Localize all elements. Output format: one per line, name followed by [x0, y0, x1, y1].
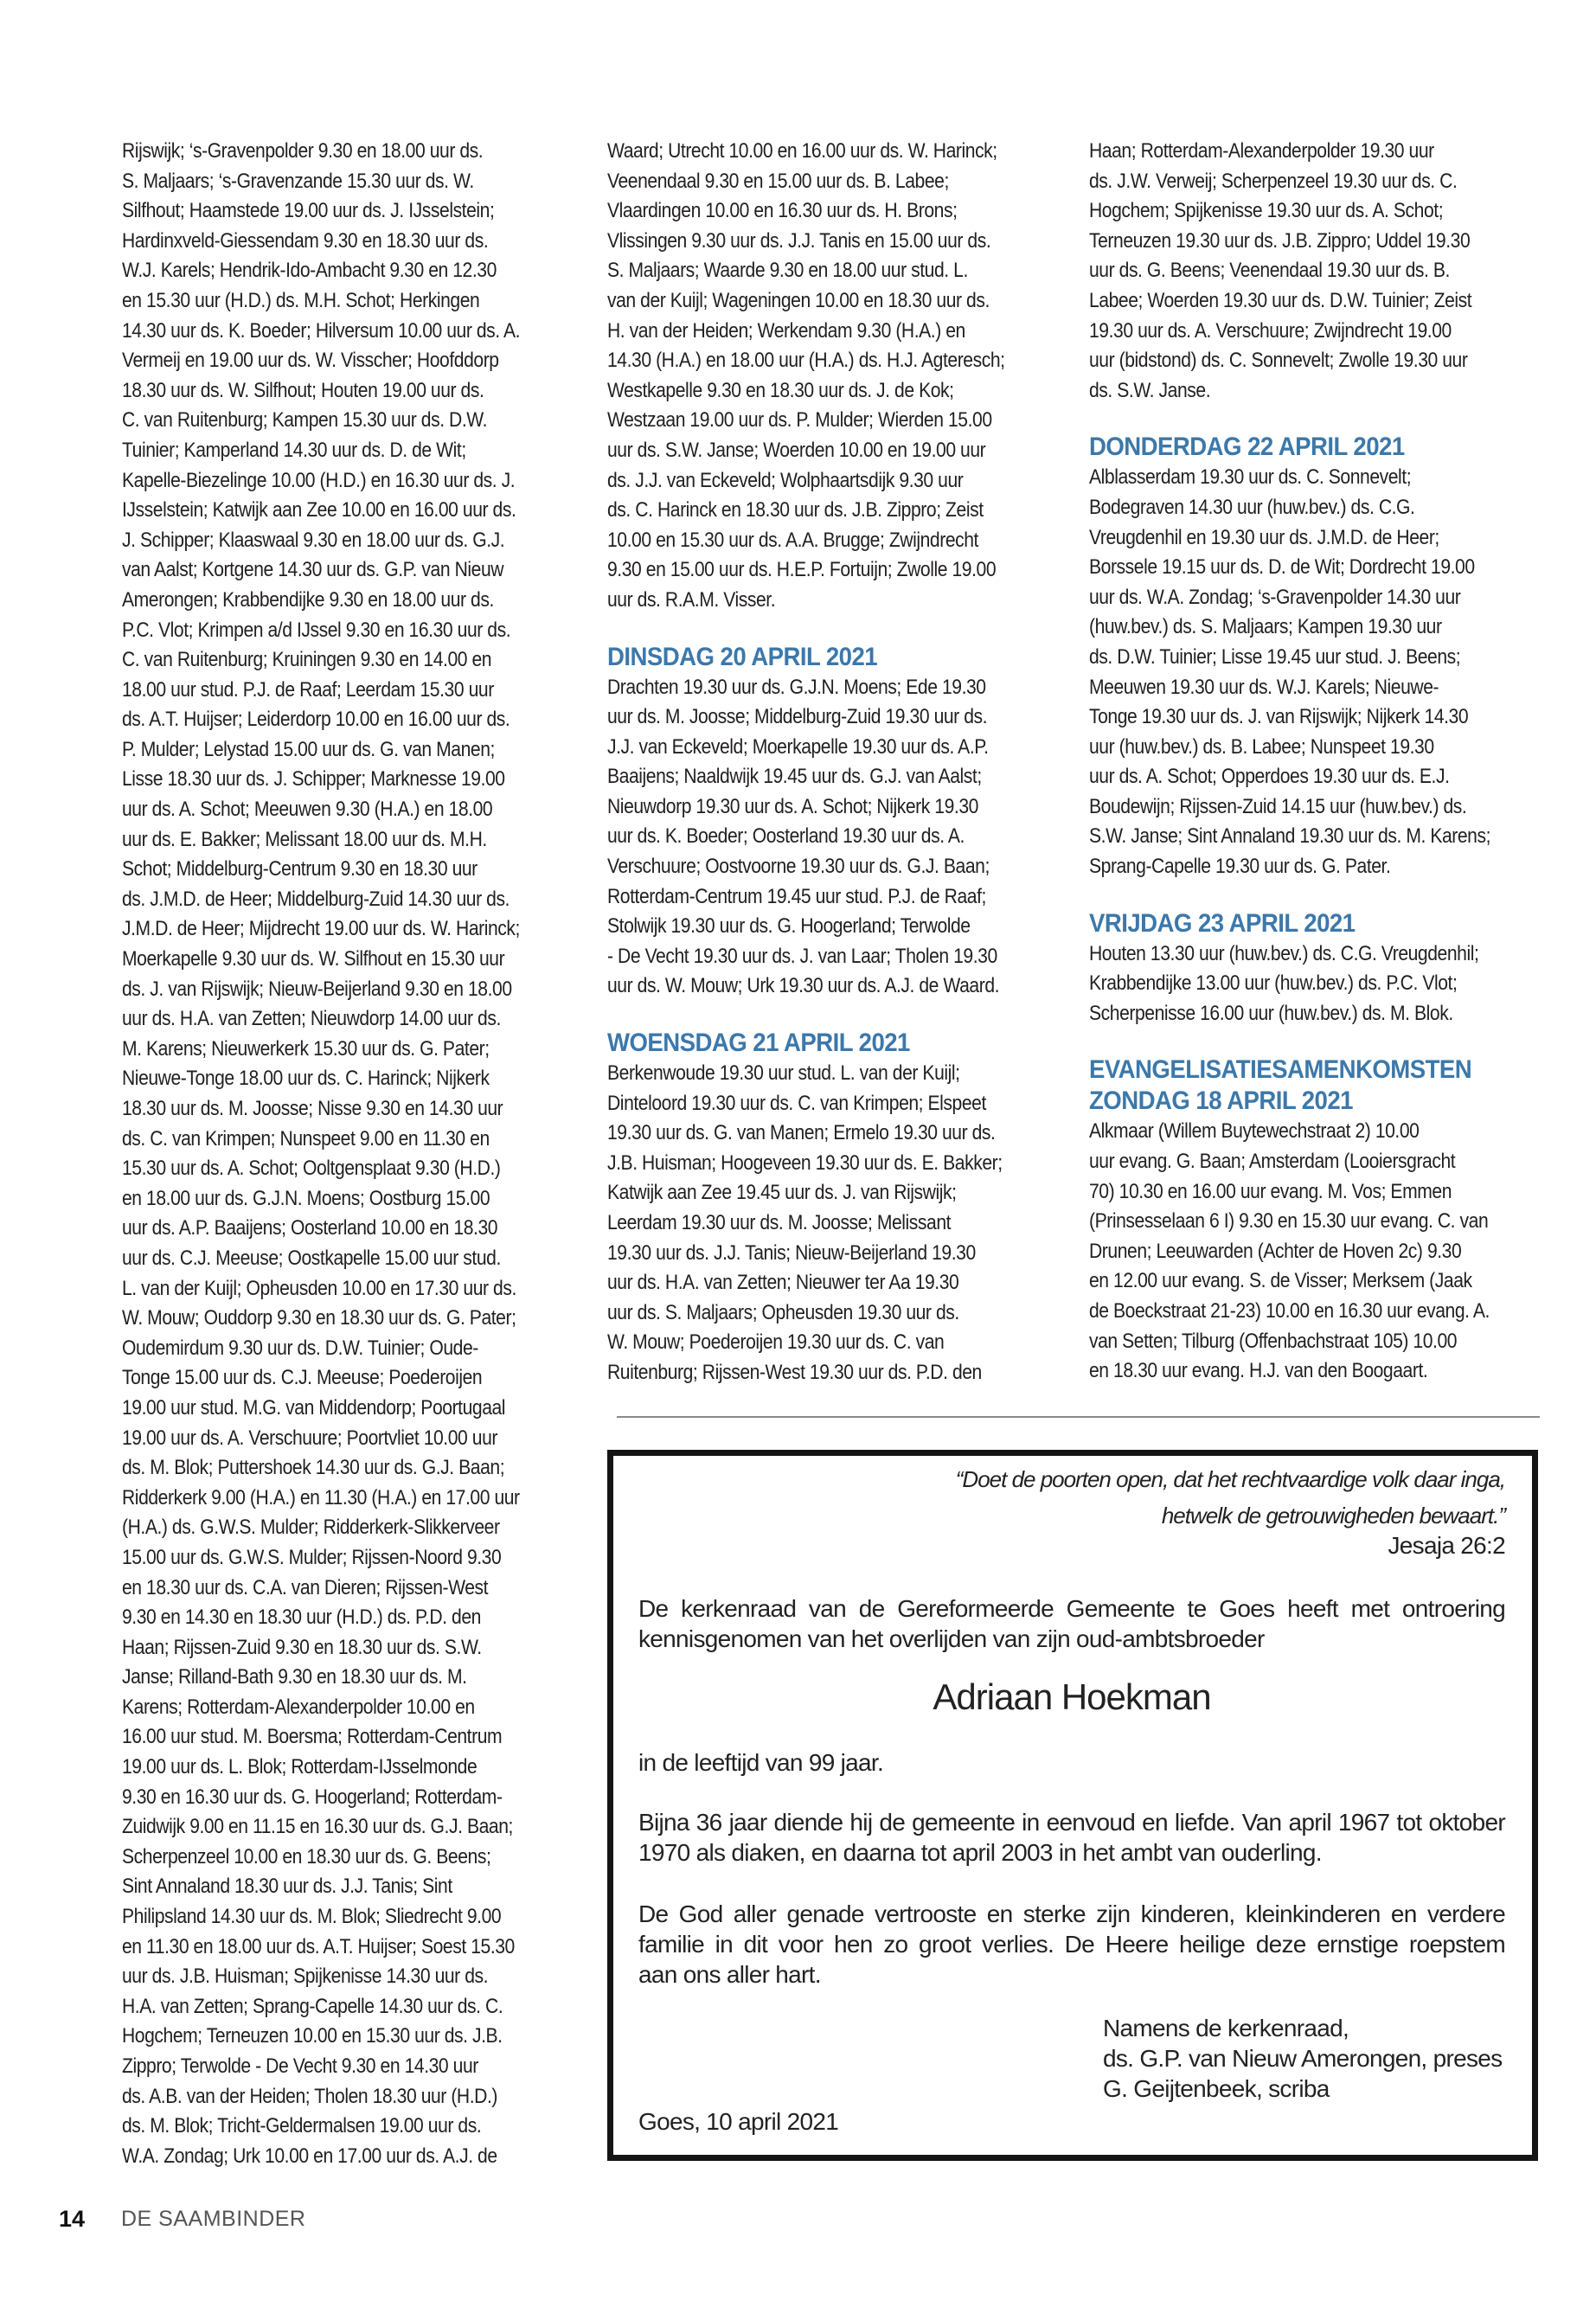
service-listing [122, 137, 572, 2171]
text-line: uur ds. W.A. Zondag; ‘s-Gravenpolder 14.30 uur [1089, 585, 1461, 609]
text-line: de Boeckstraat 21-23) 10.00 en 16.30 uur evang. A. [1089, 1299, 1490, 1323]
text-line: 9.30 en 14.30 en 18.30 uur (H.D.) ds. P.D. den [122, 1606, 481, 1630]
text-line: Alblasserdam 19.30 uur ds. C. Sonnevelt; [1089, 465, 1412, 490]
text-line: Hogchem; Spijkenisse 19.30 uur ds. A. Schot; [1089, 199, 1444, 223]
text-line: uur ds. R.A.M. Visser. [607, 587, 776, 612]
text-line: ds. S.W. Janse. [1089, 378, 1211, 402]
text-line: uur ds. S. Maljaars; Opheusden 19.30 uur ds. [607, 1300, 959, 1324]
text-line: Vreugdenhil en 19.30 uur ds. J.M.D. de Heer; [1089, 525, 1439, 549]
text-line: 15.30 uur ds. A. Schot; Ooltgensplaat 9.30 (H.D.) [122, 1157, 501, 1181]
text-line: Verschuure; Oostvoorne 19.30 uur ds. G.J. Baan; [607, 855, 990, 879]
service-listing [1089, 1117, 1539, 1386]
service-listing [607, 1059, 1057, 1388]
text-line: van Aalst; Kortgene 14.30 uur ds. G.P. van Nieuw [122, 558, 504, 582]
text-line: Schot; Middelburg-Centrum 9.30 en 18.30 uur [122, 857, 478, 881]
service-listing [1089, 939, 1539, 1029]
text-line: van Setten; Tilburg (Offenbachstraat 105) 10.00 [1089, 1329, 1458, 1353]
text-line: uur ds. S.W. Janse; Woerden 10.00 en 19.00 uur [607, 438, 986, 462]
text-line: 9.30 en 15.00 uur ds. H.E.P. Fortuijn; Zwolle 19.00 [607, 558, 997, 582]
service-listing [1089, 463, 1539, 881]
text-line: Westkapelle 9.30 en 18.30 uur ds. J. de Kok; [607, 378, 954, 402]
text-line: 70) 10.30 en 16.00 uur evang. M. Vos; Emmen [1089, 1179, 1452, 1203]
text-line: Nieuwe-Tonge 18.00 uur ds. C. Harinck; Nijkerk [122, 1067, 490, 1091]
text-line: Janse; Rilland-Bath 9.30 en 18.30 uur ds. M. [122, 1665, 467, 1689]
text-line: Tonge 15.00 uur ds. C.J. Meeuse; Poederoijen [122, 1366, 483, 1390]
text-line: ds. M. Blok; Puttershoek 14.30 uur ds. G.J. Baan; [122, 1456, 505, 1480]
text-line: ds. C. van Krimpen; Nunspeet 9.00 en 11.30 en [122, 1126, 490, 1150]
text-line: uur ds. J.B. Huisman; Spijkenisse 14.30 uur ds. [122, 1965, 489, 1989]
text-line: W.A. Zondag; Urk 10.00 en 17.00 uur ds. A.J. de [122, 2144, 497, 2168]
death-notice [607, 1450, 1538, 2161]
text-line: 19.00 uur stud. M.G. van Middendorp; Poortugaal [122, 1395, 506, 1420]
text-line: Silfhout; Haamstede 19.00 uur ds. J. IJsselstein; [122, 199, 495, 223]
text-line: uur (bidstond) ds. C. Sonnevelt; Zwolle 19.30 uur [1089, 349, 1468, 373]
section-heading-line: VRIJDAG 23 APRIL 2021 [1089, 908, 1356, 938]
text-line: uur ds. H.A. van Zetten; Nieuwer ter Aa 19.30 [607, 1271, 959, 1295]
text-line: Veenendaal 9.30 en 15.00 uur ds. B. Labee; [607, 169, 949, 193]
text-line: Westzaan 19.00 uur ds. P. Mulder; Wierden 15.00 [607, 408, 992, 433]
text-line: Bodegraven 14.30 uur (huw.bev.) ds. C.G. [1089, 495, 1415, 519]
section-heading [1089, 908, 1503, 939]
text-line: Stolwijk 19.30 uur ds. G. Hoogerland; Terwolde [607, 914, 971, 939]
text-line: Vlissingen 9.30 uur ds. J.J. Tanis en 15.00 uur ds. [607, 228, 991, 253]
text-line: IJsselstein; Katwijk aan Zee 10.00 en 16.00 uur ds. [122, 498, 516, 522]
text-line: uur ds. K. Boeder; Oosterland 19.30 uur ds. A. [607, 824, 965, 849]
text-line: uur ds. A. Schot; Meeuwen 9.30 (H.A.) en 18.00 [122, 798, 493, 822]
text-line: Karens; Rotterdam-Alexanderpolder 10.00 en [122, 1695, 475, 1719]
text-line: 14.30 (H.A.) en 18.00 uur (H.A.) ds. H.J. Agteresch; [607, 349, 1005, 373]
text-line: Moerkapelle 9.30 uur ds. W. Silfhout en 15.30 uur [122, 947, 505, 971]
text-line: Boudewijn; Rijssen-Zuid 14.15 uur (huw.bev.) ds. [1089, 794, 1467, 818]
notice-age: in de leeftijd van 99 jaar. [638, 1749, 884, 1776]
publication-name: DE SAAMBINDER [121, 2207, 306, 2231]
section-heading [607, 642, 1021, 673]
text-line: ds. A.T. Huijser; Leiderdorp 10.00 en 16.00 uur ds. [122, 708, 510, 732]
text-line: (H.A.) ds. G.W.S. Mulder; Ridderkerk-Slikkerveer [122, 1516, 500, 1540]
text-line: C. van Ruitenburg; Kampen 15.30 uur ds. D.W. [122, 408, 488, 433]
text-line: Haan; Rotterdam-Alexanderpolder 19.30 uur [1089, 139, 1434, 163]
text-line: ds. J.W. Verweij; Scherpenzeel 19.30 uur ds. C. [1089, 169, 1458, 193]
text-line: uur ds. W. Mouw; Urk 19.30 uur ds. A.J. de Waard. [607, 974, 1000, 998]
text-line: Tonge 19.30 uur ds. J. van Rijswijk; Nijkerk 14.30 [1089, 705, 1469, 729]
text-line: ds. M. Blok; Tricht-Geldermalsen 19.00 uur ds. [122, 2114, 482, 2138]
text-line: 19.30 uur ds. A. Verschuure; Zwijndrecht 19.00 [1089, 318, 1452, 343]
text-line: Vlaardingen 10.00 en 16.30 uur ds. H. Brons; [607, 199, 958, 223]
text-line: Ruitenburg; Rijssen-West 19.30 uur ds. P.D. den [607, 1360, 982, 1384]
text-line: W.J. Karels; Hendrik-Ido-Ambacht 9.30 en 12.30 [122, 259, 497, 283]
text-line: P.C. Vlot; Krimpen a/d IJssel 9.30 en 16.30 uur ds. [122, 618, 511, 642]
section-heading [1089, 1054, 1503, 1117]
text-line: J.M.D. de Heer; Mijdrecht 19.00 uur ds. W. Harinck; [122, 917, 520, 941]
notice-intro-line: De kerkenraad van de Gereformeerde Gemeente te Goes heeft met ontroering [638, 1595, 1505, 1622]
text-line: 16.00 uur stud. M. Boersma; Rotterdam-Centrum [122, 1725, 503, 1749]
text-line: Hogchem; Terneuzen 10.00 en 15.30 uur ds. J.B. [122, 2024, 503, 2048]
notice-place-date: Goes, 10 april 2021 [638, 2108, 839, 2135]
page-number: 14 [59, 2206, 86, 2232]
text-line: Houten 13.30 uur (huw.bev.) ds. C.G. Vreugdenhil; [1089, 941, 1479, 965]
text-line: Nieuwdorp 19.30 uur ds. A. Schot; Nijkerk 19.30 [607, 794, 978, 818]
text-line: Ridderkerk 9.00 (H.A.) en 11.30 (H.A.) en 17.00 uur [122, 1485, 520, 1509]
text-line: Zippro; Terwolde - De Vecht 9.30 en 14.30 uur [122, 2054, 478, 2078]
text-line: Alkmaar (Willem Buytewechstraat 2) 10.00 [1089, 1119, 1420, 1144]
text-line: uur ds. C.J. Meeuse; Oostkapelle 15.00 uur stud. [122, 1246, 501, 1270]
section-heading-line: WOENSDAG 21 APRIL 2021 [607, 1029, 910, 1058]
text-line: H.A. van Zetten; Sprang-Capelle 14.30 uur ds. C. [122, 1994, 503, 2018]
text-line: uur ds. H.A. van Zetten; Nieuwdorp 14.00 uur ds. [122, 1007, 501, 1031]
notice-signature-line: ds. G.P. van Nieuw Amerongen, preses [1103, 2045, 1503, 2072]
text-line: ds. C. Harinck en 18.30 uur ds. J.B. Zippro; Zeist [607, 498, 984, 522]
text-line: en 18.00 uur ds. G.J.N. Moens; Oostburg 15.00 [122, 1186, 490, 1210]
text-line: (huw.bev.) ds. S. Maljaars; Kampen 19.30 uur [1089, 615, 1442, 639]
text-line: Scherpenzeel 10.00 en 18.30 uur ds. G. Beens; [122, 1844, 491, 1868]
text-line: 18.00 uur stud. P.J. de Raaf; Leerdam 15.30 uur [122, 677, 494, 702]
service-listing [607, 137, 1057, 616]
text-line: uur (huw.bev.) ds. B. Labee; Nunspeet 19.30 [1089, 734, 1434, 759]
text-line: H. van der Heiden; Werkendam 9.30 (H.A.) en [607, 318, 965, 343]
text-line: Baaijens; Naaldwijk 19.45 uur ds. G.J. van Aalst; [607, 765, 982, 789]
text-line: uur ds. E. Bakker; Melissant 18.00 uur ds. M.H. [122, 827, 487, 851]
text-line: Amerongen; Krabbendijke 9.30 en 18.00 uur ds. [122, 587, 494, 612]
section-heading [607, 1028, 1021, 1059]
text-line: Sprang-Capelle 19.30 uur ds. G. Pater. [1089, 855, 1391, 879]
text-line: Hardinxveld-Giessendam 9.30 en 18.30 uur ds. [122, 228, 489, 253]
notice-signature-line: Namens de kerkenraad, [1103, 2015, 1349, 2041]
text-line: 10.00 en 15.30 uur ds. A.A. Brugge; Zwijndrecht [607, 528, 978, 552]
section-heading-line: ZONDAG 18 APRIL 2021 [1089, 1086, 1353, 1116]
text-line: Vermeij en 19.00 uur ds. W. Visscher; Hoofddorp [122, 349, 499, 373]
text-line: 18.30 uur ds. M. Joosse; Nisse 9.30 en 14.30 uur [122, 1097, 503, 1120]
text-line: en 12.00 uur evang. S. de Visser; Merksem (Jaak [1089, 1269, 1472, 1293]
divider-rule [617, 1416, 1540, 1418]
text-line: 19.30 uur ds. J.J. Tanis; Nieuw-Beijerland 19.30 [607, 1240, 976, 1265]
text-line: C. van Ruitenburg; Kruiningen 9.30 en 14.00 en [122, 648, 492, 672]
text-line: Labee; Woerden 19.30 uur ds. D.W. Tuinier; Zeist [1089, 288, 1472, 312]
column-2 [607, 137, 1057, 1388]
text-line: Haan; Rijssen-Zuid 9.30 en 18.30 uur ds. S.W. [122, 1635, 482, 1659]
text-line: - De Vecht 19.30 uur ds. J. van Laar; Tholen 19.30 [607, 944, 997, 968]
notice-quote-reference: Jesaja 26:2 [1388, 1532, 1505, 1559]
column-1 [122, 137, 572, 2171]
notice-service-line: Bijna 36 jaar diende hij de gemeente in eenvoud en liefde. Van april 1967 tot oktober [638, 1809, 1505, 1836]
text-line: en 11.30 en 18.00 uur ds. A.T. Huijser; Soest 15.30 [122, 1934, 515, 1958]
text-line: Krabbendijke 13.00 uur (huw.bev.) ds. P.C. Vlot; [1089, 971, 1458, 996]
text-line: 18.30 uur ds. W. Silfhout; Houten 19.00 uur ds. [122, 378, 484, 402]
text-line: (Prinsesselaan 6 I) 9.30 en 15.30 uur evang. C. van [1089, 1209, 1489, 1234]
text-line: 19.30 uur ds. G. van Manen; Ermelo 19.30 uur ds. [607, 1121, 996, 1145]
text-line: S. Maljaars; Waarde 9.30 en 18.00 uur stud. L. [607, 259, 968, 283]
text-line: ds. J. van Rijswijk; Nieuw-Beijerland 9.30 en 18.00 [122, 977, 512, 1001]
notice-comfort-line: familie in dit voor hen zo groot verlies. De Heere heilige deze ernstige roepstem [638, 1931, 1505, 1958]
notice-quote-line: hetwelk de getrouwigheden bewaart.” [1161, 1503, 1505, 1529]
text-line: Lisse 18.30 uur ds. J. Schipper; Marknesse 19.00 [122, 767, 505, 792]
text-line: Meeuwen 19.30 uur ds. W.J. Karels; Nieuwe- [1089, 675, 1439, 699]
text-line: Zuidwijk 9.00 en 11.15 en 16.30 uur ds. G.J. Baan; [122, 1815, 513, 1839]
text-line: en 15.30 uur (H.D.) ds. M.H. Schot; Herkingen [122, 288, 480, 312]
text-line: ds. J.J. van Eckeveld; Wolphaartsdijk 9.30 uur [607, 468, 964, 492]
text-line: Katwijk aan Zee 19.45 uur ds. J. van Rijswijk; [607, 1181, 957, 1205]
section-heading-line: DONDERDAG 22 APRIL 2021 [1089, 433, 1405, 462]
text-line: S.W. Janse; Sint Annaland 19.30 uur ds. M. Karens; [1089, 824, 1491, 849]
service-listing [607, 673, 1057, 1003]
text-line: Leerdam 19.30 uur ds. M. Joosse; Melissant [607, 1211, 952, 1234]
text-line: Oudemirdum 9.30 uur ds. D.W. Tuinier; Oude- [122, 1336, 478, 1360]
text-line: van der Kuijl; Wageningen 10.00 en 18.30 uur ds. [607, 288, 990, 312]
text-line: uur ds. A. Schot; Opperdoes 19.30 uur ds. E.J. [1089, 765, 1450, 789]
notice-intro-line: kennisgenomen van het overlijden van zijn oud-ambtsbroeder [638, 1625, 1265, 1652]
deceased-name: Adriaan Hoekman [933, 1676, 1211, 1717]
text-line: Dinteloord 19.30 uur ds. C. van Krimpen; Elspeet [607, 1091, 986, 1115]
text-line: W. Mouw; Ouddorp 9.30 en 18.30 uur ds. G. Pater; [122, 1306, 516, 1330]
text-line: uur ds. G. Beens; Veenendaal 19.30 uur ds. B. [1089, 259, 1450, 283]
text-line: J.J. van Eckeveld; Moerkapelle 19.30 uur ds. A.P. [607, 734, 989, 759]
text-line: P. Mulder; Lelystad 15.00 uur ds. G. van Manen; [122, 737, 495, 761]
notice-comfort-line: De God aller genade vertrooste en sterke zijn kinderen, kleinkinderen en verdere [638, 1900, 1505, 1927]
section-heading-line: DINSDAG 20 APRIL 2021 [607, 642, 878, 671]
text-line: W. Mouw; Poederoijen 19.30 uur ds. C. van [607, 1330, 945, 1355]
text-line: 19.00 uur ds. A. Verschuure; Poortvliet 10.00 uur [122, 1426, 497, 1450]
notice-quote-line: “Doet de poorten open, dat het rechtvaardige volk daar inga, [955, 1466, 1505, 1492]
column-3 [1089, 137, 1539, 1387]
text-line: Kapelle-Biezelinge 10.00 (H.D.) en 16.30 uur ds. J. [122, 468, 516, 492]
text-line: Terneuzen 19.30 uur ds. J.B. Zippro; Uddel 19.30 [1089, 228, 1471, 253]
service-listing [1089, 137, 1539, 406]
text-line: Berkenwoude 19.30 uur stud. L. van der Kuijl; [607, 1061, 960, 1086]
text-line: Scherpenisse 16.00 uur (huw.bev.) ds. M. Blok. [1089, 1001, 1453, 1025]
text-line: Philipsland 14.30 uur ds. M. Blok; Sliedrecht 9.00 [122, 1905, 502, 1929]
text-line: uur ds. A.P. Baaijens; Oosterland 10.00 en 18.30 [122, 1216, 498, 1240]
text-line: S. Maljaars; ‘s-Gravenzande 15.30 uur ds. W. [122, 169, 474, 193]
text-line: ds. A.B. van der Heiden; Tholen 18.30 uur (H.D.) [122, 2084, 497, 2108]
text-line: 14.30 uur ds. K. Boeder; Hilversum 10.00 uur ds. A. [122, 318, 521, 343]
text-line: J.B. Huisman; Hoogeveen 19.30 uur ds. E. Bakker; [607, 1150, 1003, 1175]
text-line: Borssele 19.15 uur ds. D. de Wit; Dordrecht 19.00 [1089, 555, 1475, 580]
text-line: ds. D.W. Tuinier; Lisse 19.45 uur stud. J. Beens; [1089, 644, 1461, 669]
section-heading-line: EVANGELISATIESAMENKOMSTEN [1089, 1055, 1472, 1085]
text-line: en 18.30 uur evang. H.J. van den Boogaart. [1089, 1359, 1428, 1383]
text-line: J. Schipper; Klaaswaal 9.30 en 18.00 uur ds. G.J. [122, 528, 505, 552]
text-line: Drunen; Leeuwarden (Achter de Hoven 2c) 9.30 [1089, 1239, 1462, 1263]
text-line: Rotterdam-Centrum 19.45 uur stud. P.J. de Raaf; [607, 884, 986, 908]
text-line: 9.30 en 16.30 uur ds. G. Hoogerland; Rotterdam- [122, 1785, 503, 1809]
text-line: 19.00 uur ds. L. Blok; Rotterdam-IJsselmonde [122, 1755, 478, 1779]
text-line: Rijswijk; ‘s-Gravenpolder 9.30 en 18.00 uur ds. [122, 139, 484, 163]
notice-service-line: 1970 als diaken, en daarna tot april 2003 in het ambt van ouderling. [638, 1839, 1322, 1866]
text-line: Sint Annaland 18.30 uur ds. J.J. Tanis; Sint [122, 1875, 452, 1899]
text-line: Tuinier; Kamperland 14.30 uur ds. D. de Wit; [122, 438, 466, 462]
text-line: L. van der Kuijl; Opheusden 10.00 en 17.30 uur ds. [122, 1276, 516, 1300]
notice-comfort-line: aan ons aller hart. [638, 1961, 821, 1988]
text-line: uur ds. M. Joosse; Middelburg-Zuid 19.30 uur ds. [607, 705, 988, 729]
text-line: uur evang. G. Baan; Amsterdam (Looiersgracht [1089, 1150, 1456, 1174]
text-line: M. Karens; Nieuwerkerk 15.30 uur ds. G. Pater; [122, 1036, 490, 1061]
text-line: en 18.30 uur ds. C.A. van Dieren; Rijssen-West [122, 1575, 489, 1599]
section-heading [1089, 432, 1503, 463]
notice-signature-line: G. Geijtenbeek, scriba [1103, 2075, 1330, 2102]
text-line: 15.00 uur ds. G.W.S. Mulder; Rijssen-Noord 9.30 [122, 1545, 502, 1569]
text-line: ds. J.M.D. de Heer; Middelburg-Zuid 14.30 uur ds. [122, 887, 510, 911]
text-line: Drachten 19.30 uur ds. G.J.N. Moens; Ede 19.30 [607, 675, 986, 699]
text-line: Waard; Utrecht 10.00 en 16.00 uur ds. W. Harinck; [607, 139, 997, 163]
